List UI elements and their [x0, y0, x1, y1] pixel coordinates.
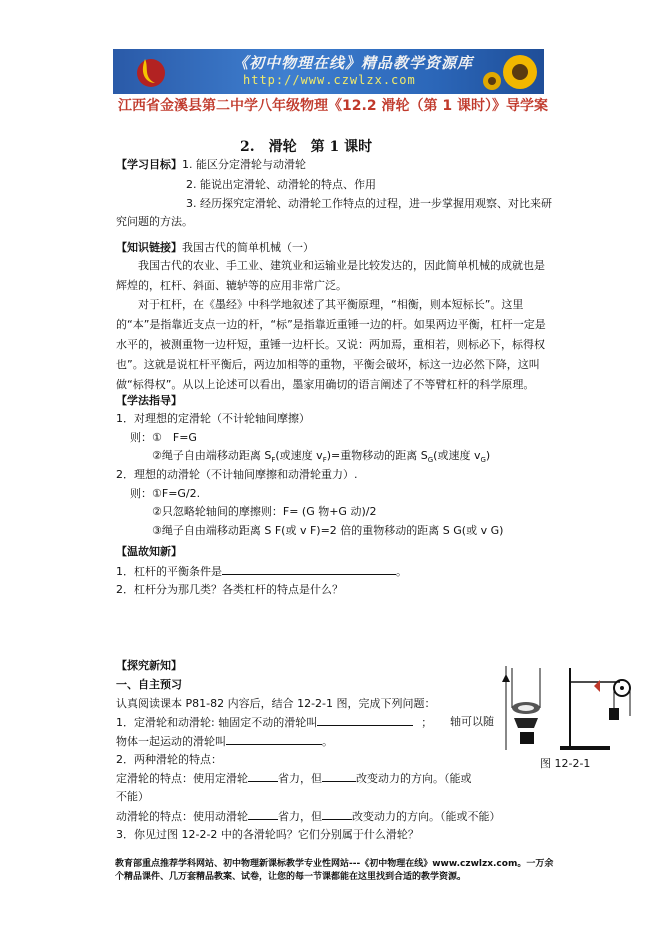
- fixed-pulley-line: [116, 770, 472, 786]
- objectives-section: [116, 157, 306, 172]
- guide-text: ): [485, 449, 491, 462]
- guide-text: (或速度 v: [433, 449, 481, 462]
- answer-blank[interactable]: [322, 770, 356, 782]
- footer-note: 教育部重点推荐学科网站、初中物理新课标教学专业性网站---《初中物理在线》www.czwlzx.com。一万余个精品课件、几万套精品教案、试卷，让您的每一节课都能在这里找到合适的教学资源。: [115, 859, 554, 882]
- subscript: G: [480, 456, 486, 465]
- guide-text: ②绳子自由端移动距离 S: [152, 449, 272, 462]
- self-preview-heading: 一、自主预习: [116, 678, 182, 691]
- fixed-pulley-line-2: 不能）: [116, 790, 149, 803]
- study-guide-label: 【学法指导】: [116, 394, 182, 407]
- figure-label: 图 12-2-1: [540, 757, 591, 770]
- guide-item-2: 2．理想的动滑轮（不计轴间摩擦和动滑轮重力）.: [116, 468, 358, 481]
- subscript: F: [322, 456, 327, 465]
- site-logo-icon: [133, 53, 169, 89]
- banner-title: 《初中物理在线》精品教学资源库: [233, 54, 474, 72]
- knowledge-link-title: 我国古代的简单机械（一）: [182, 241, 314, 254]
- explore-text: 省力，但: [278, 772, 322, 785]
- review-text: 1．杠杆的平衡条件是: [116, 565, 222, 578]
- sunflower-icon: [478, 51, 538, 93]
- answer-blank[interactable]: [222, 563, 396, 575]
- review-label: 【温故知新】: [116, 545, 182, 558]
- objective-item: 1. 能区分定滑轮与动滑轮: [182, 158, 306, 171]
- guide-text: )=重物移动的距离 S: [326, 449, 428, 462]
- guide-item-2b: ②只忽略轮轴间的摩擦则：F= (G 物+G 动)/2: [152, 505, 377, 518]
- answer-blank[interactable]: [248, 770, 278, 782]
- explore-question-1: [116, 714, 432, 730]
- answer-blank[interactable]: [226, 733, 322, 745]
- subscript: F: [271, 456, 276, 465]
- subscript: G: [427, 456, 434, 465]
- explore-text: 改变动力的方向。（能或不能）: [352, 810, 501, 823]
- explore-question-1-line2: [116, 733, 333, 749]
- explore-text: 改变动力的方向。（能或: [356, 772, 472, 785]
- pulley-figure: [500, 666, 650, 758]
- explore-text: 物体一起运动的滑轮叫: [116, 735, 226, 748]
- answer-blank[interactable]: [317, 714, 413, 726]
- knowledge-paragraph-2: 对于杠杆，在《墨经》中科学地叙述了其平衡原理，“相衡，则本短标长”。这里的“本”是指靠近支点一边的杆，“标”是指靠近重锤一边的杆。如果两边平衡，杠杆一定是水平的，被测重物一边杆短，重锤一边杆长。又说：两加焉，重相若，则标必下，标得权也”。这就是说杠杆平衡后，两边加相等的重物，平衡会破坏，标这一边必然下降，这叫做“标得权”。从以上论述可以看出，墨家用确切的语言阐述了不等臂杠杆的科学原理。: [116, 298, 546, 391]
- objective-item: 2. 能说出定滑轮、动滑轮的特点、作用: [186, 178, 376, 191]
- explore-text: 动滑轮的特点：使用动滑轮: [116, 810, 248, 823]
- objective-item: 3. 经历探究定滑轮、动滑轮工作特点的过程，进一步掌握用观察、对比来研: [186, 197, 552, 210]
- review-question-2: 2．杠杆分为那几类？各类杠杆的特点是什么？: [116, 583, 343, 596]
- explore-question-2: 2．两种滑轮的特点：: [116, 753, 222, 766]
- objective-continuation: 究问题的方法。: [116, 215, 193, 228]
- guide-item-2c: ③绳子自由端移动距离 S F(或 v F)=2 倍的重物移动的距离 S G(或 v G): [152, 524, 504, 537]
- explore-text: 定滑轮的特点：使用定滑轮: [116, 772, 248, 785]
- explore-label: 【探究新知】: [116, 659, 182, 672]
- knowledge-link-label: 【知识链接】: [116, 241, 182, 254]
- lesson-title: 2. 滑轮 第 1 课时: [240, 139, 373, 155]
- movable-pulley-line: [116, 808, 501, 824]
- explore-question-1-cont: 轴可以随: [450, 715, 494, 728]
- explore-text: 省力，但: [278, 810, 322, 823]
- explore-intro: 认真阅读课本 P81-82 内容后，结合 12-2-1 图，完成下列问题：: [116, 697, 436, 710]
- guide-text: (或速度 v: [275, 449, 323, 462]
- answer-blank[interactable]: [322, 808, 352, 820]
- explore-text: ；: [421, 716, 433, 729]
- review-question-1: [116, 563, 407, 579]
- knowledge-paragraph-1: 我国古代的农业、手工业、建筑业和运输业是比较发达的，因此简单机械的成就也是辉煌的，杠杆、斜面、辘轳等的应用非常广泛。: [116, 259, 545, 292]
- header-banner: [113, 49, 544, 94]
- answer-blank[interactable]: [248, 808, 278, 820]
- document-title: 江西省金溪县第二中学八年级物理《12.2 滑轮（第 1 课时）》导学案: [118, 98, 548, 114]
- explore-text: 1．定滑轮和动滑轮: 轴固定不动的滑轮叫: [116, 716, 318, 729]
- banner-url: http://www.czwlzx.com: [243, 73, 416, 87]
- guide-item-1b: [152, 448, 490, 468]
- knowledge-link-heading: [116, 240, 314, 255]
- objectives-label: 【学习目标】: [116, 158, 182, 171]
- guide-item-2a: 则：①F=G/2.: [130, 487, 201, 500]
- review-text: 。: [396, 565, 407, 578]
- explore-text: 。: [322, 735, 333, 748]
- guide-item-1: 1．对理想的定滑轮（不计轮轴间摩擦）: [116, 412, 310, 425]
- guide-item-1a: 则：① F=G: [130, 431, 197, 444]
- explore-question-3: 3．你见过图 12-2-2 中的各滑轮吗？它们分别属于什么滑轮？: [116, 828, 419, 841]
